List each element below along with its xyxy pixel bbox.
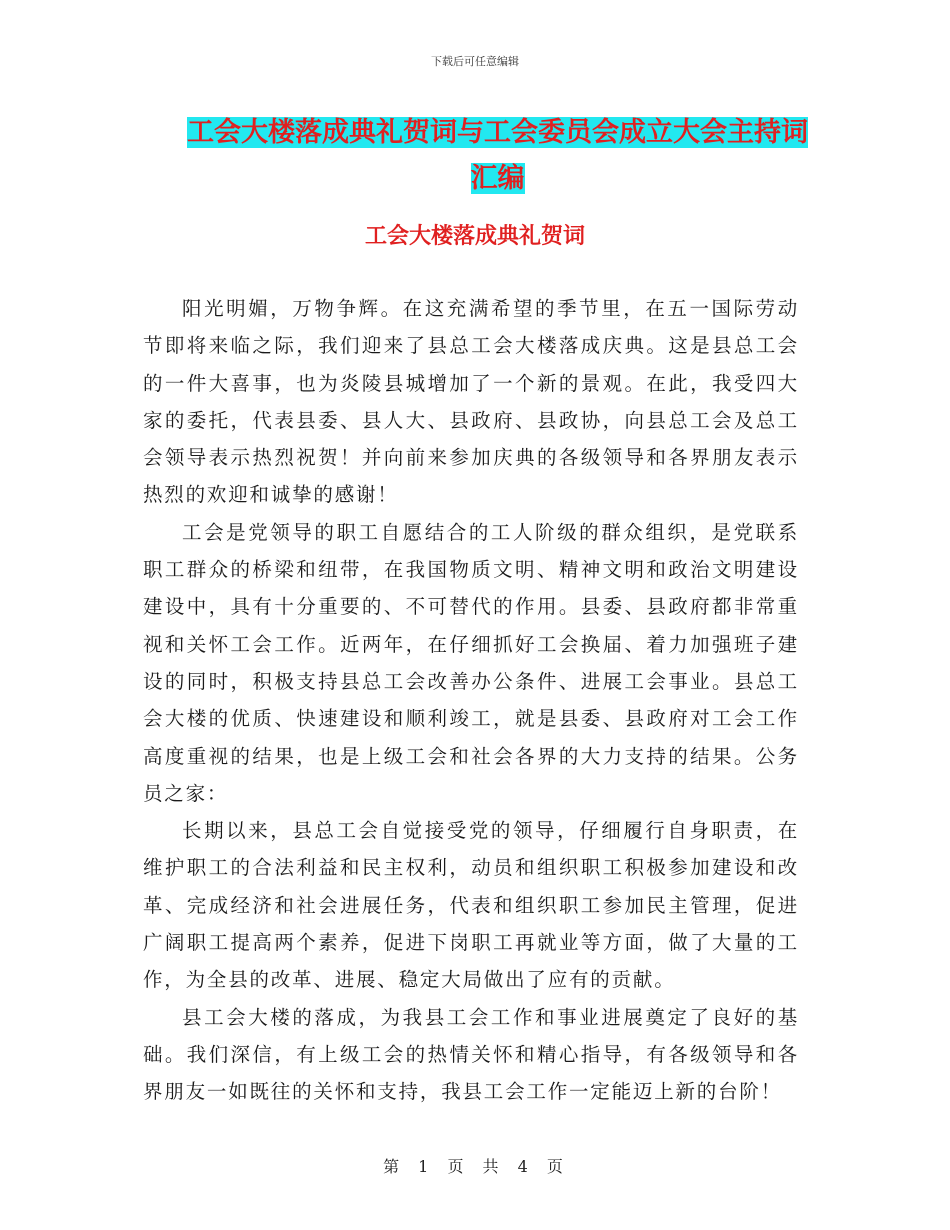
page-number-footer: 第 1 页 共 4 页 <box>383 1157 567 1176</box>
document-title-line2: 汇编 <box>470 163 525 194</box>
section-title: 工会大楼落成典礼贺词 <box>364 224 585 249</box>
paragraph: 工会是党领导的职工自愿结合的工人阶级的群众组织，是党联系职工群众的桥梁和纽带，在我国物质文明、精神文明和政治文明建设建设中，具有十分重要的、不可替代的作用。县委、县政府都非常重视和关怀工会工作。近两年，在仔细抓好工会换届、着力加强班子建设的同时，积极支持县总工会改善办公条件、进展工会事业。县总工会大楼的优质、快速建设和顺利竣工，就是县委、县政府对工会工作高度重视的结果，也是上级工会和社会各界的大力支持的结果。公务员之家： <box>143 520 799 805</box>
paragraph: 县工会大楼的落成，为我县工会工作和事业进展奠定了良好的基础。我们深信，有上级工会的热情关怀和精心指导，有各级领导和各界朋友一如既往的关怀和支持，我县工会工作一定能迈上新的台阶！ <box>143 1005 799 1104</box>
document-body <box>143 290 799 1111</box>
page-header-note: 下载后可任意编辑 <box>431 55 519 68</box>
document-title <box>140 110 855 202</box>
paragraph: 阳光明媚，万物争辉。在这充满希望的季节里，在五一国际劳动节即将来临之际，我们迎来了县总工会大楼落成庆典。这是县总工会的一件大喜事，也为炎陵县城增加了一个新的景观。在此，我受四大家的委托，代表县委、县人大、县政府、县政协，向县总工会及总工会领导表示热烈祝贺！并向前来参加庆典的各级领导和各界朋友表示热烈的欢迎和诚挚的感谢！ <box>143 297 799 507</box>
document-title-line1: 工会大楼落成典礼贺词与工会委员会成立大会主持词 <box>187 117 808 148</box>
paragraph: 长期以来，县总工会自觉接受党的领导，仔细履行自身职责，在维护职工的合法利益和民主权利，动员和组织职工积极参加建设和改革、完成经济和社会进展任务，代表和组织职工参加民主管理，促进广阔职工提高两个素养，促进下岗职工再就业等方面，做了大量的工作，为全县的改革、进展、稳定大局做出了应有的贡献。 <box>143 819 799 992</box>
